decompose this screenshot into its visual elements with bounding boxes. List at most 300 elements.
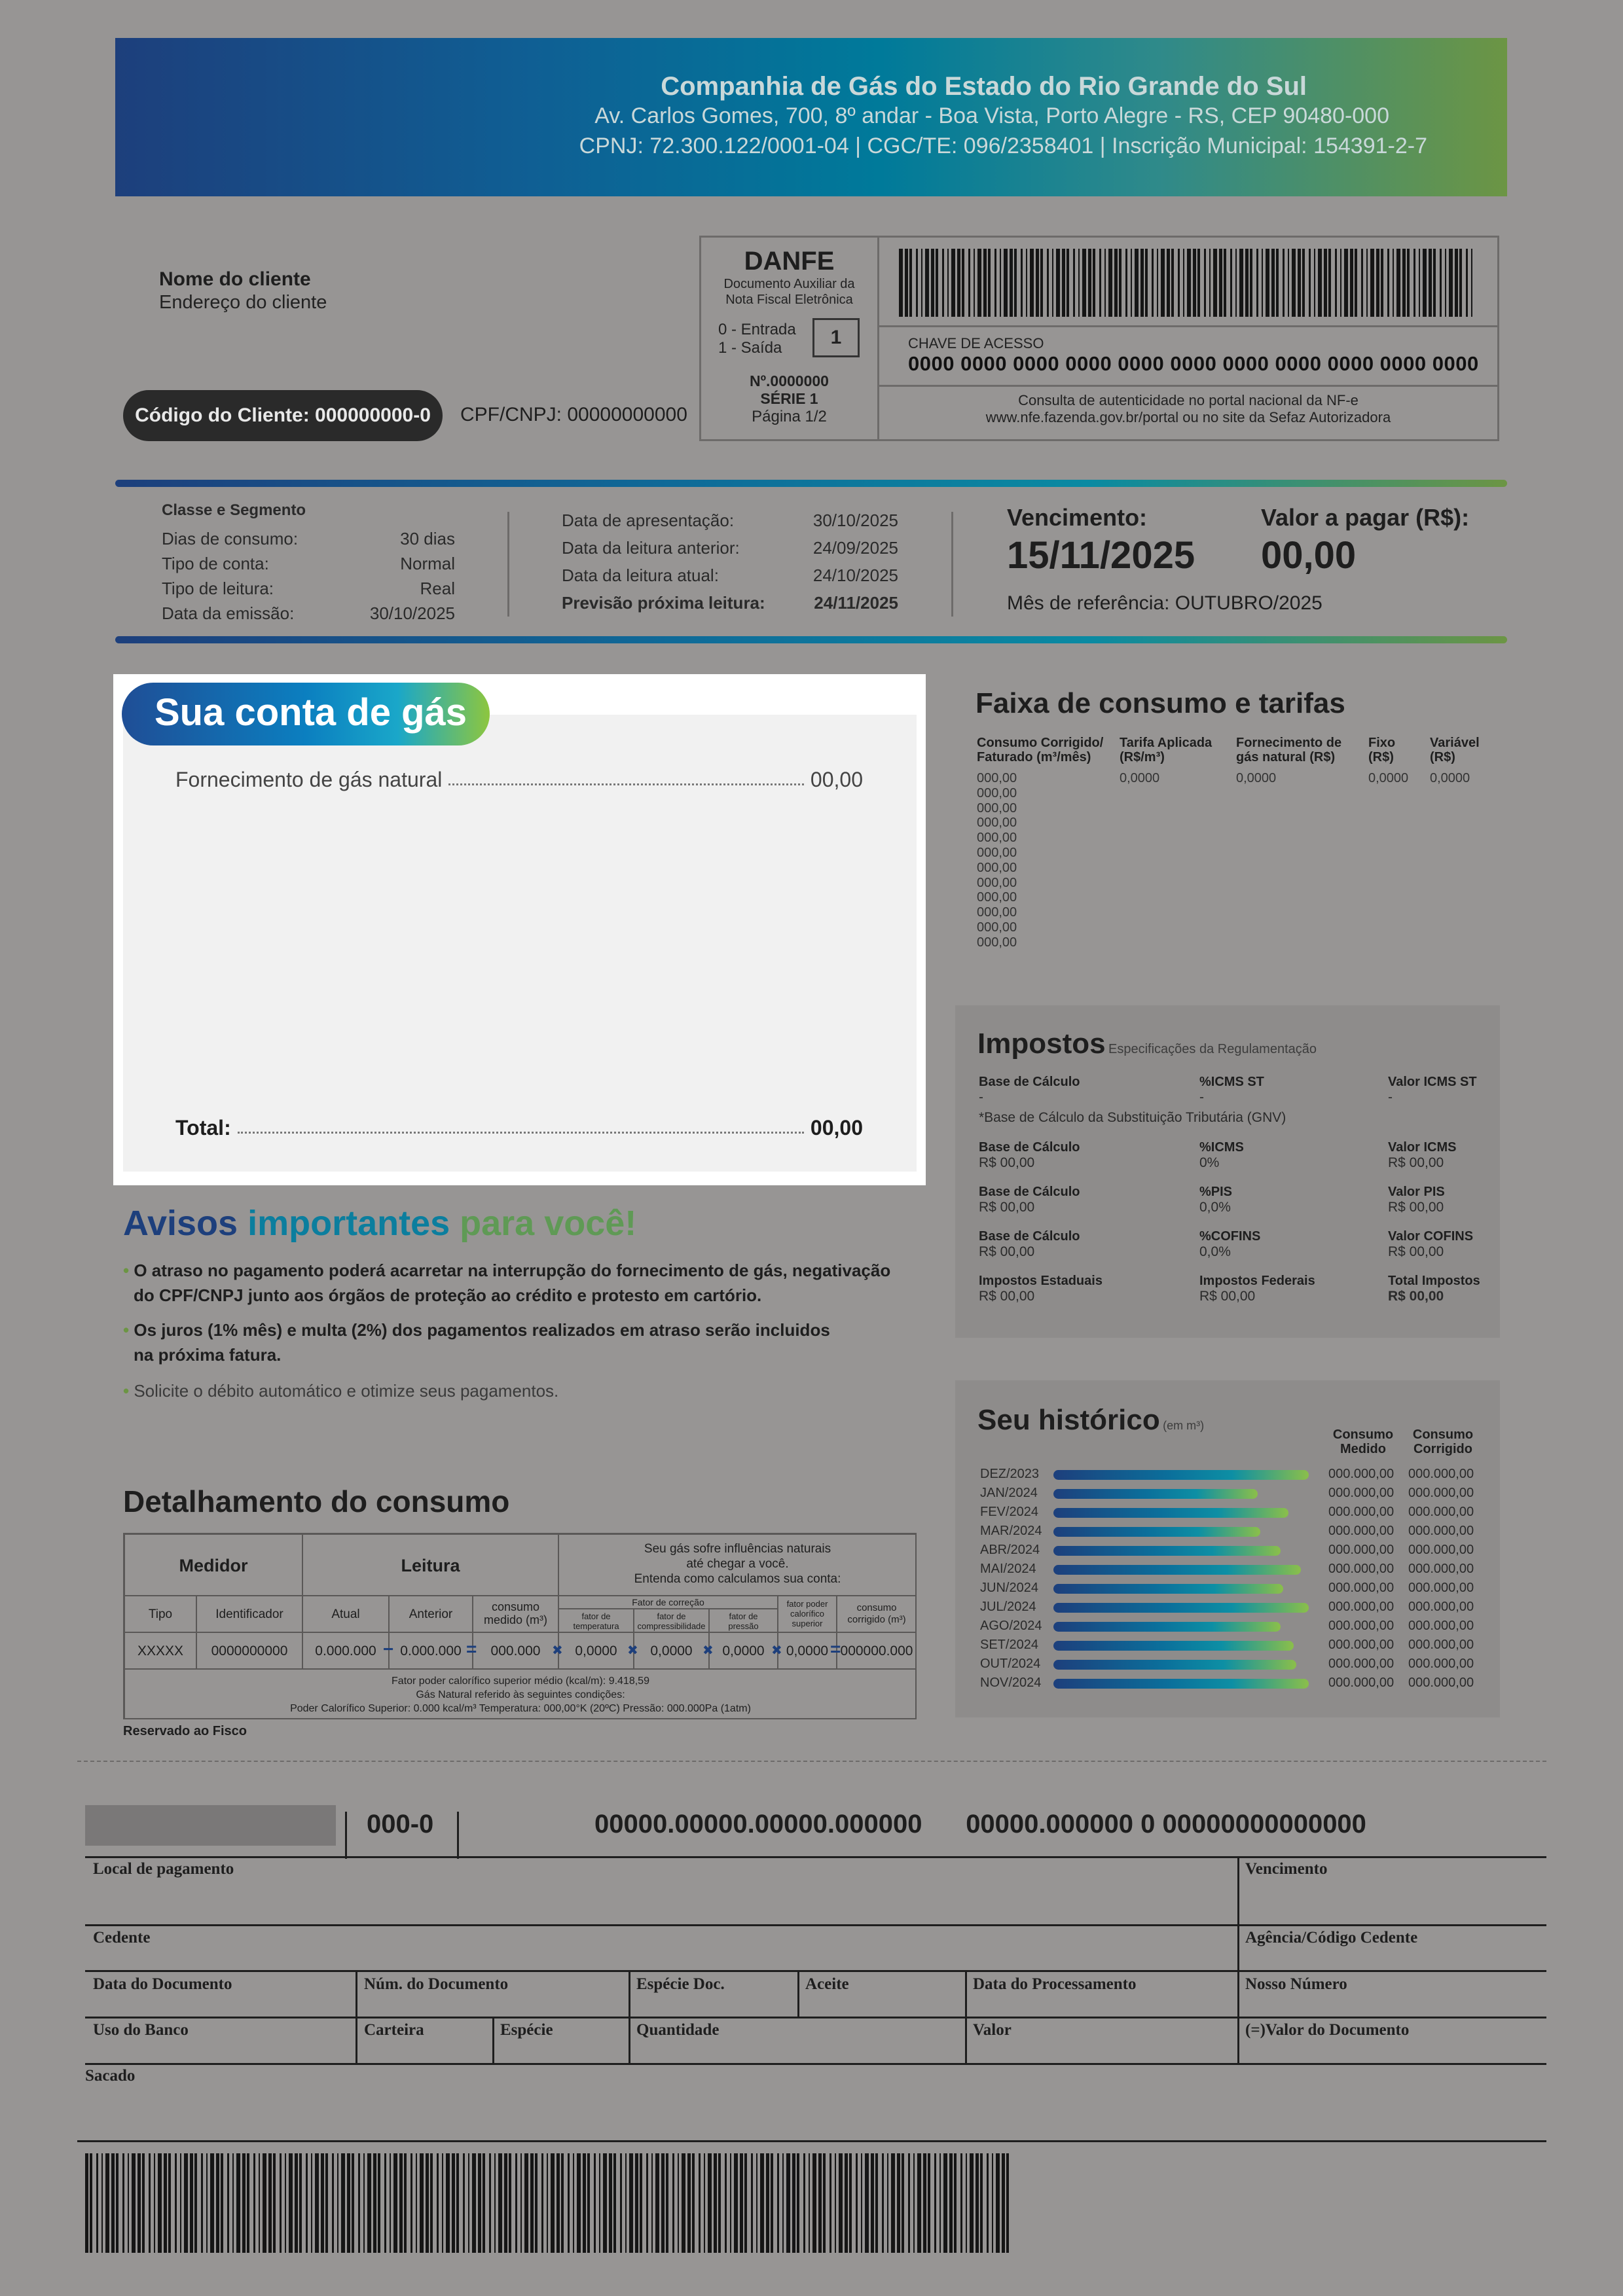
tax-cell (979, 1140, 1080, 1171)
barcode-bar (921, 249, 922, 317)
num-documento-label: Núm. do Documento (364, 1975, 509, 1993)
barcode-bar (1131, 249, 1132, 317)
separator (356, 1970, 357, 2063)
date-label: Data da leitura anterior: (562, 538, 740, 558)
supply-value: 0,0000 (1236, 771, 1277, 785)
history-row (980, 1503, 1497, 1522)
barcode-bar (494, 2153, 496, 2253)
bullet-icon: • (123, 1320, 130, 1340)
times-operator: ✖ (552, 1643, 563, 1658)
barcode-bar (1455, 249, 1458, 317)
client-name: Nome do cliente (159, 268, 311, 290)
barcode-bar (1047, 249, 1049, 317)
total-row (175, 1116, 863, 1140)
barcode-bar (1239, 249, 1243, 317)
val-identificador: 0000000000 (196, 1632, 302, 1669)
barcode-bar (1459, 249, 1462, 317)
barcode-bar (1093, 249, 1095, 317)
client-cpf: CPF/CNPJ: 00000000000 (460, 404, 687, 425)
col-line: calorífico (790, 1609, 825, 1619)
barcode-bar (1026, 249, 1027, 317)
head-medidor: Medidor (124, 1534, 302, 1596)
history-month: FEV/2024 (980, 1505, 1038, 1519)
barcode-bar (980, 2153, 983, 2253)
danfe-saida: 1 - Saída (718, 339, 782, 357)
col-line: fator de (729, 1611, 758, 1621)
barcode-bar (468, 2153, 469, 2253)
barcode-bar (315, 2153, 319, 2253)
tax-cell (1388, 1075, 1477, 1105)
barcode-bar (509, 2153, 511, 2253)
footnote-line: Fator poder calorífico superior médio (kcal/m): 9.418,59 (392, 1676, 649, 1687)
barcode-bar (280, 2153, 282, 2253)
history-row (980, 1636, 1497, 1655)
danfe-io-labels (718, 321, 796, 357)
barcode-bar (483, 2153, 485, 2253)
barcode-bar (515, 2153, 517, 2253)
barcode-bar (771, 2153, 773, 2253)
barcode-bar (367, 2153, 371, 2253)
history-col-line: Consumo (1412, 1427, 1474, 1442)
tariff-head-line: (R$/m³) (1120, 750, 1165, 764)
tariff-col-tarifa (1120, 736, 1212, 764)
barcode-bar (561, 2153, 564, 2253)
barcode-bar (1119, 249, 1122, 317)
history-corrected: 000.000,00 (1408, 1657, 1474, 1671)
barcode-bar (1067, 249, 1069, 317)
date-label: Previsão próxima leitura: (562, 593, 765, 613)
barcode-bar (1266, 249, 1269, 317)
separator (797, 1970, 799, 2017)
separator (965, 1970, 967, 2063)
barcode-bar (504, 2153, 507, 2253)
history-bar (1053, 1679, 1309, 1689)
col-line: compressibilidade (637, 1621, 706, 1631)
barcode-bar (1250, 249, 1252, 317)
info-row (162, 554, 455, 579)
tariff-consumption-list (977, 771, 1017, 950)
history-month: NOV/2024 (980, 1676, 1042, 1690)
barcode-bar (976, 2153, 979, 2253)
aceite-label: Aceite (805, 1975, 849, 1993)
history-corrected: 000.000,00 (1408, 1505, 1474, 1519)
history-corrected: 000.000,00 (1408, 1524, 1474, 1538)
separator (457, 1812, 459, 1859)
barcode-bar (962, 249, 964, 317)
history-row (980, 1484, 1497, 1503)
barcode-bar (977, 249, 981, 317)
barcode-bar (865, 2153, 869, 2253)
history-month: JUL/2024 (980, 1600, 1036, 1614)
account-panel-title: Sua conta de gás (122, 683, 490, 745)
barcode-bar (1302, 249, 1305, 317)
amount-value: 00,00 (1261, 534, 1357, 577)
col-line: fator de (657, 1611, 686, 1621)
tax-value: R$ 00,00 (1199, 1289, 1256, 1304)
history-bar (1053, 1660, 1296, 1670)
barcode-bar (882, 2153, 884, 2253)
barcode-bar (1183, 249, 1184, 317)
client-code-badge: Código do Cliente: 000000000-0 (123, 390, 443, 441)
history-measured: 000.000,00 (1328, 1600, 1395, 1614)
company-address: Av. Carlos Gomes, 700, 8º andar - Boa Vista, Porto Alegre - RS, CEP 90480-000 (594, 103, 1389, 128)
col-line: medido (m³) (483, 1613, 547, 1626)
tariff-consumption-value: 000,00 (977, 875, 1017, 890)
barcode-bar (1073, 249, 1075, 317)
notice-3 (123, 1378, 558, 1403)
barcode-bar (1298, 249, 1301, 317)
barcode-bar (299, 2153, 302, 2253)
notice-2-line-1: Os juros (1% mês) e multa (2%) dos pagamentos realizados em atraso serão incluidos (134, 1320, 830, 1340)
date-row (562, 538, 898, 565)
barcode-bar (928, 2153, 930, 2253)
barcode-bar (551, 2153, 555, 2253)
tariff-consumption-value: 000,00 (977, 771, 1017, 785)
tariff-head-line: gás natural (R$) (1236, 750, 1336, 764)
especie-label: Espécie (500, 2021, 553, 2039)
head-info-line: até chegar a você. (686, 1557, 789, 1571)
due-date-label: Vencimento: (1007, 504, 1148, 531)
notice-2 (123, 1318, 830, 1367)
barcode-bar (960, 2153, 962, 2253)
history-month: AGO/2024 (980, 1619, 1042, 1633)
tariff-consumption-value: 000,00 (977, 935, 1017, 950)
history-month: DEZ/2023 (980, 1467, 1040, 1481)
barcode-bar (1040, 249, 1043, 317)
history-corrected: 000.000,00 (1408, 1676, 1474, 1690)
barcode-bar (856, 2153, 858, 2253)
head-info-line: Entenda como calculamos sua conta: (634, 1572, 841, 1586)
barcode-bar (809, 2153, 810, 2253)
history-bar (1053, 1565, 1301, 1575)
barcode-bar (1292, 249, 1296, 317)
company-name: Companhia de Gás do Estado do Rio Grande do Sul (661, 72, 1307, 101)
col-consumo-medido (473, 1596, 558, 1632)
tax-value: R$ 00,00 (979, 1289, 1035, 1304)
tax-label: %COFINS (1199, 1229, 1261, 1244)
barcode-bar (1213, 249, 1217, 317)
barcode-bar (1402, 249, 1406, 317)
tariff-col-variavel (1430, 736, 1480, 764)
barcode-bar (1309, 249, 1311, 317)
barcode-bar (273, 2153, 276, 2253)
reference-month: Mês de referência: OUTUBRO/2025 (1007, 592, 1322, 614)
notice-1 (123, 1258, 890, 1308)
barcode-bar (1082, 249, 1086, 317)
payment-barcode (85, 2153, 1010, 2253)
barcode-bar (968, 249, 970, 317)
tariff-consumption-value: 000,00 (977, 890, 1017, 905)
tax-label: %ICMS (1199, 1140, 1244, 1155)
barcode-bar (942, 249, 944, 317)
history-row (980, 1617, 1497, 1636)
barcode-bar (446, 2153, 450, 2253)
barcode-bar (263, 2153, 266, 2253)
history-bar (1053, 1489, 1258, 1499)
history-measured: 000.000,00 (1328, 1505, 1395, 1519)
barcode-bar (1393, 249, 1394, 317)
barcode-bar (792, 2153, 795, 2253)
tax-value: 0,0% (1199, 1244, 1231, 1259)
tariff-head-line: Consumo Corrigido/ (977, 736, 1104, 750)
barcode-bar (899, 249, 903, 317)
barcode-bar (830, 2153, 831, 2253)
barcode-bar (442, 2153, 443, 2253)
danfe-number: Nº.0000000 (750, 372, 829, 389)
barcode-bar (1429, 249, 1432, 317)
barcode-bar (751, 2153, 753, 2253)
barcode-bar (373, 2153, 376, 2253)
barcode-bar (625, 2153, 627, 2253)
barcode-bar (1230, 249, 1232, 317)
barcode-bar (573, 2153, 574, 2253)
history-measured: 000.000,00 (1328, 1486, 1395, 1500)
barcode-bar (201, 2153, 203, 2253)
separator (629, 1970, 630, 2063)
barcode-bar (1381, 249, 1383, 317)
history-measured: 000.000,00 (1328, 1676, 1395, 1690)
barcode-bar (1318, 249, 1322, 317)
barcode-bar (861, 2153, 862, 2253)
barcode-bar (966, 2153, 967, 2253)
barcode-bar (332, 2153, 334, 2253)
tax-cell (1199, 1185, 1232, 1215)
history-corrected: 000.000,00 (1408, 1467, 1474, 1481)
barcode-bar (227, 2153, 229, 2253)
barcode-bar (168, 2153, 171, 2253)
history-corrected: 000.000,00 (1408, 1638, 1474, 1652)
history-measured: 000.000,00 (1328, 1467, 1395, 1481)
barcode-bar (577, 2153, 581, 2253)
history-unit: (em m³) (1163, 1419, 1205, 1432)
data-processamento-label: Data do Processamento (973, 1975, 1137, 1993)
barcode-bar (913, 2153, 915, 2253)
barcode-bar (535, 2153, 538, 2253)
barcode-bar (708, 2153, 712, 2253)
classe-segmento: Classe e Segmento (162, 501, 306, 519)
barcode-bar (1078, 249, 1080, 317)
barcode-bar (994, 249, 996, 317)
val-fator-comp: 0,0000 (634, 1632, 709, 1669)
barcode-bar (321, 2153, 324, 2253)
col-line: consumo (856, 1602, 897, 1613)
company-ids: CPNJ: 72.300.122/0001-04 | CGC/TE: 096/2358401 | Inscrição Municipal: 154391-2-7 (579, 134, 1427, 158)
barcode-bar (1161, 249, 1165, 317)
barcode-bar (609, 2153, 612, 2253)
history-month: OUT/2024 (980, 1657, 1041, 1671)
tax-label: Valor COFINS (1388, 1229, 1474, 1244)
col-tipo: Tipo (124, 1596, 196, 1632)
history-measured: 000.000,00 (1328, 1638, 1395, 1652)
head-leitura: Leitura (302, 1534, 558, 1596)
danfe-subtitle-1: Documento Auxiliar da (723, 277, 855, 291)
tax-label: Impostos Federais (1199, 1274, 1315, 1288)
barcode-bar (378, 2153, 380, 2253)
barcode-bar (603, 2153, 607, 2253)
valor-label: Valor (973, 2021, 1012, 2039)
barcode-bar (1052, 249, 1053, 317)
due-date-value: 15/11/2025 (1007, 534, 1195, 577)
quantidade-label: Quantidade (636, 2021, 720, 2039)
barcode-bar (268, 2153, 272, 2253)
barcode-bar (1088, 249, 1091, 317)
col-atual: Atual (302, 1596, 389, 1632)
tax-value: R$ 00,00 (1388, 1200, 1444, 1215)
val-anterior: 0.000.000 (389, 1632, 473, 1669)
tax-label: %PIS (1199, 1185, 1233, 1199)
barcode-bar (1187, 249, 1191, 317)
history-corrected: 000.000,00 (1408, 1619, 1474, 1633)
history-measured: 000.000,00 (1328, 1581, 1395, 1595)
barcode-bar (786, 2153, 790, 2253)
barcode-bar (295, 2153, 298, 2253)
barcode-bar (996, 2153, 1000, 2253)
barcode-bar (352, 2153, 354, 2253)
barcode-bar (1445, 249, 1446, 317)
barcode-bar (232, 2153, 234, 2253)
barcode-bar (678, 2153, 679, 2253)
cut-line (77, 1761, 1546, 1762)
barcode-bar (101, 2153, 103, 2253)
barcode-bar (939, 2153, 941, 2253)
times-operator: ✖ (771, 1643, 782, 1658)
tariff-value: 0,0000 (1120, 771, 1160, 785)
line-item (175, 768, 863, 792)
barcode-bar (725, 2153, 727, 2253)
history-row (980, 1465, 1497, 1484)
barcode-bar (974, 249, 975, 317)
barcode-bar (987, 2153, 989, 2253)
bullet-icon: • (123, 1261, 130, 1280)
barcode-bar (704, 2153, 705, 2253)
tax-value: - (1388, 1090, 1393, 1105)
barcode-bar (835, 2153, 836, 2253)
barcode-bar (416, 2153, 417, 2253)
history-measured: 000.000,00 (1328, 1657, 1395, 1671)
barcode-bar (85, 2153, 88, 2253)
barcode-bar (306, 2153, 308, 2253)
barcode-bar (175, 2153, 177, 2253)
history-bar (1053, 1508, 1288, 1518)
barcode-bar (1350, 249, 1353, 317)
tax-label: Base de Cálculo (979, 1185, 1080, 1199)
barcode-bar (1271, 249, 1275, 317)
barcode-bar (1167, 249, 1170, 317)
history-corrected: 000.000,00 (1408, 1600, 1474, 1614)
barcode-bar (426, 2153, 429, 2253)
head-info-line: Seu gás sofre influências naturais (644, 1542, 831, 1556)
barcode-bar (740, 2153, 743, 2253)
barcode-bar (259, 2153, 260, 2253)
tariff-consumption-value: 000,00 (977, 845, 1017, 860)
info-label: Dias de consumo: (162, 529, 299, 548)
barcode-bar (583, 2153, 586, 2253)
access-key-value: 0000 0000 0000 0000 0000 0000 0000 0000 0000 0000 0000 (908, 352, 1479, 375)
barcode-bar (1108, 249, 1112, 317)
barcode-bar (640, 2153, 642, 2253)
info-value: Normal (400, 554, 455, 573)
times-operator: ✖ (627, 1643, 638, 1658)
barcode-bar (797, 2153, 799, 2253)
danfe-box (699, 236, 1499, 441)
danfe-entrada: 0 - Entrada (718, 321, 796, 338)
barcode-bar (1010, 249, 1013, 317)
barcode-bar (1219, 249, 1222, 317)
barcode-bar (908, 2153, 910, 2253)
barcode-bar (452, 2153, 455, 2253)
danfe-left (701, 238, 879, 439)
history-month: SET/2024 (980, 1638, 1038, 1652)
barcode-bar (420, 2153, 424, 2253)
val-fator-pres: 0,0000 (709, 1632, 778, 1669)
barcode-bar (672, 2153, 674, 2253)
history-bar (1053, 1584, 1283, 1594)
date-value: 30/10/2025 (812, 511, 898, 530)
col-identificador: Identificador (196, 1596, 302, 1632)
taxes-header (977, 1028, 1317, 1060)
barcode-bar (463, 2153, 465, 2253)
col-line: fator poder (786, 1599, 828, 1609)
barcode-bar (699, 2153, 701, 2253)
separator (345, 1812, 347, 1859)
barcode-bar (1140, 249, 1144, 317)
tariff-head-line: Fixo (1368, 736, 1396, 750)
tax-cell (1388, 1229, 1473, 1260)
date-label: Data de apresentação: (562, 511, 735, 530)
equals-operator: = (466, 1639, 477, 1659)
date-value: 24/10/2025 (812, 565, 898, 585)
barcode-bar (1344, 249, 1348, 317)
barcode-bar (902, 2153, 904, 2253)
history-row (980, 1579, 1497, 1598)
date-value: 24/09/2025 (812, 538, 898, 558)
barcode-bar (325, 2153, 328, 2253)
danfe-title: DANFE (744, 247, 835, 276)
barcode-bar (936, 249, 938, 317)
barcode-bar (687, 2153, 691, 2253)
barcode-bar (629, 2153, 633, 2253)
col-anterior: Anterior (389, 1596, 473, 1632)
vencimento-label: Vencimento (1245, 1860, 1328, 1878)
barcode-bar (206, 2153, 208, 2253)
barcode-bar (236, 2153, 240, 2253)
barcode-bar (158, 2153, 162, 2253)
barcode-bar (655, 2153, 659, 2253)
barcode-bar (925, 249, 929, 317)
tariff-title: Faixa de consumo e tarifas (976, 687, 1345, 719)
history-measured: 000.000,00 (1328, 1562, 1395, 1576)
barcode-bar (1204, 249, 1206, 317)
separator (1237, 1856, 1239, 2063)
barcode-bar (992, 2153, 993, 2253)
tax-value: R$ 00,00 (979, 1155, 1035, 1170)
barcode-bar (216, 2153, 219, 2253)
info-value: Real (420, 579, 455, 598)
barcode-bar (943, 2153, 947, 2253)
danfe-serie: SÉRIE 1 (760, 390, 818, 407)
barcode-bar (1423, 249, 1427, 317)
minus-operator: − (383, 1639, 394, 1659)
tax-cell (979, 1274, 1103, 1304)
col-line: fator de (581, 1611, 611, 1621)
barcode-bar (954, 2153, 957, 2253)
barcode-bar (916, 249, 918, 317)
barcode-bar (661, 2153, 665, 2253)
info-label: Tipo de leitura: (162, 579, 274, 598)
divider-bottom (115, 636, 1507, 643)
barcode-bar (1440, 249, 1442, 317)
barcode-bar (337, 2153, 338, 2253)
